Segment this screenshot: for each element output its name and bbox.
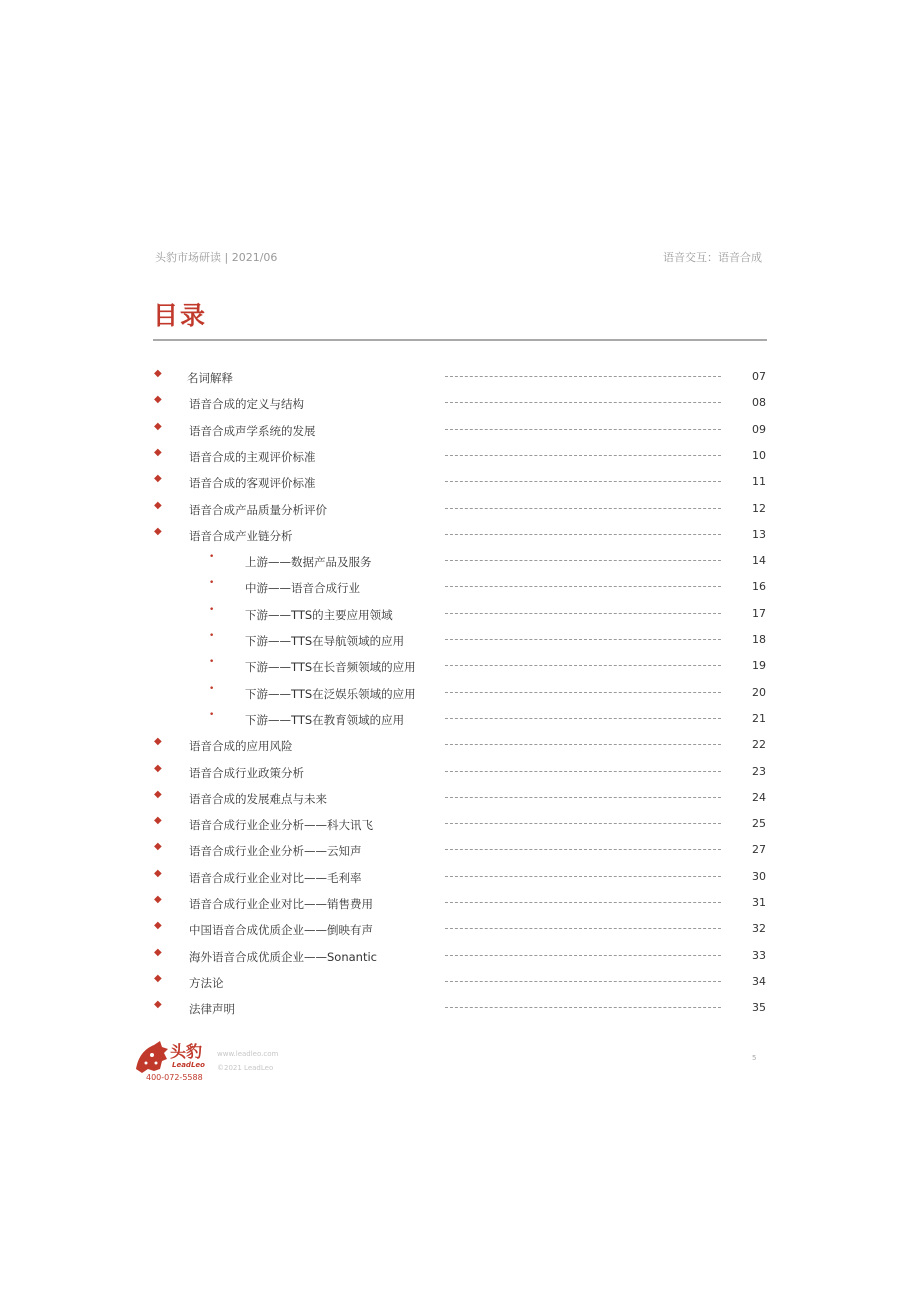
toc-entry[interactable]	[0, 864, 920, 890]
toc-entry[interactable]	[0, 680, 920, 706]
diamond-bullet-icon: ◆	[154, 815, 162, 827]
toc-entry-label: 语音合成行业企业对比——销售费用	[189, 897, 373, 911]
toc-entry-label: 语音合成行业企业分析——科大讯飞	[189, 818, 373, 833]
dot-bullet-icon: •	[209, 657, 215, 668]
toc-entry-label: 下游——TTS的主要应用领域	[245, 607, 393, 622]
toc-dotted-leader	[445, 928, 721, 929]
toc-entry-page: 33	[752, 948, 766, 962]
toc-entry-label: 语音合成的定义与结构	[189, 397, 304, 412]
toc-entry-page: 11	[752, 475, 766, 489]
diamond-bullet-icon: ◆	[154, 788, 162, 800]
diamond-bullet-icon: ◆	[154, 867, 162, 879]
contact-phone: 400-072-5588	[146, 1073, 203, 1082]
toc-entry-page: 16	[752, 580, 766, 594]
diamond-bullet-icon: ◆	[154, 499, 162, 511]
toc-entry-label: 语音合成的应用风险	[189, 739, 293, 754]
toc-entry[interactable]	[0, 627, 920, 653]
toc-entry[interactable]	[0, 469, 920, 495]
dot-bullet-icon: •	[209, 709, 215, 720]
toc-entry-label: 下游——TTS在导航领域的应用	[245, 634, 405, 648]
toc-entry[interactable]	[0, 995, 920, 1021]
toc-entry-label: 下游——TTS在教育领域的应用	[245, 712, 405, 727]
toc-entry-page: 07	[752, 370, 766, 383]
toc-dotted-leader	[445, 876, 721, 877]
toc-entry-label: 语音合成行业政策分析	[189, 765, 304, 780]
toc-entry[interactable]	[0, 548, 920, 574]
toc-entry-page: 25	[752, 817, 766, 831]
toc-entry-page: 24	[752, 790, 766, 804]
toc-entry[interactable]	[0, 837, 920, 863]
toc-entry-page: 32	[752, 922, 766, 936]
toc-dotted-leader	[445, 508, 721, 509]
dot-bullet-icon: •	[209, 604, 215, 615]
page-number: 5	[752, 1054, 757, 1062]
toc-entry-page: 13	[752, 527, 766, 541]
toc-dotted-leader	[445, 1007, 721, 1008]
diamond-bullet-icon: ◆	[154, 946, 162, 958]
toc-entry-page: 21	[752, 711, 766, 725]
toc-entry-label: 语音合成行业企业分析——云知声	[189, 844, 362, 859]
toc-entry[interactable]	[0, 417, 920, 443]
toc-entry-label: 方法论	[189, 975, 224, 990]
toc-dotted-leader	[445, 560, 721, 561]
report-topic-label: 语音交互：语音合成	[663, 251, 762, 264]
diamond-bullet-icon: ◆	[154, 525, 162, 537]
toc-dotted-leader	[445, 692, 721, 693]
toc-entry-page: 23	[752, 764, 766, 778]
toc-dotted-leader	[445, 902, 721, 903]
toc-entry-label: 中国语音合成优质企业——倒映有声	[189, 923, 373, 938]
toc-entry-page: 22	[752, 738, 766, 752]
toc-dotted-leader	[445, 455, 721, 456]
toc-dotted-leader	[445, 849, 721, 850]
toc-entry[interactable]	[0, 916, 920, 942]
toc-dotted-leader	[445, 955, 721, 956]
toc-dotted-leader	[445, 744, 721, 745]
diamond-bullet-icon: ◆	[154, 841, 162, 853]
logo-wordmark-cn: 头豹	[170, 1042, 203, 1061]
toc-dotted-leader	[445, 665, 721, 666]
toc-entry-label: 语音合成的发展难点与未来	[189, 791, 327, 806]
toc-entry[interactable]	[0, 732, 920, 758]
diamond-bullet-icon: ◆	[154, 736, 162, 748]
toc-dotted-leader	[445, 797, 721, 798]
diamond-bullet-icon: ◆	[154, 420, 162, 432]
toc-entry-label: 语音合成的客观评价标准	[189, 476, 316, 491]
page-title: 目录	[153, 301, 208, 330]
toc-entry-page: 12	[752, 501, 766, 515]
toc-dotted-leader	[445, 481, 721, 482]
toc-entry-label: 语音合成声学系统的发展	[189, 423, 316, 438]
dot-bullet-icon: •	[209, 552, 215, 563]
report-series-label: 头豹市场研读 | 2021/06	[155, 251, 278, 264]
toc-entry-label: 上游——数据产品及服务	[245, 555, 372, 570]
toc-entry-page: 10	[752, 448, 766, 462]
toc-entry[interactable]	[0, 759, 920, 785]
toc-entry[interactable]	[0, 364, 920, 390]
toc-entry-label: 语音合成行业企业对比——毛利率	[189, 870, 362, 885]
toc-entry-label: 语音合成的主观评价标准	[189, 449, 316, 464]
toc-entry-page: 14	[752, 554, 766, 568]
toc-dotted-leader	[445, 823, 721, 824]
toc-entry[interactable]	[0, 601, 920, 627]
toc-entry[interactable]	[0, 522, 920, 548]
diamond-bullet-icon: ◆	[154, 894, 162, 905]
diamond-bullet-icon: ◆	[154, 368, 162, 379]
toc-entry-page: 30	[752, 869, 766, 883]
diamond-bullet-icon: ◆	[154, 446, 162, 458]
copyright-text: ©2021 LeadLeo	[217, 1064, 274, 1072]
diamond-bullet-icon: ◆	[154, 473, 162, 485]
website-link[interactable]: www.leadleo.com	[217, 1050, 279, 1058]
diamond-bullet-icon: ◆	[154, 972, 162, 984]
dot-bullet-icon: •	[209, 683, 215, 694]
toc-entry[interactable]	[0, 443, 920, 469]
toc-entry-label: 名词解释	[187, 371, 233, 385]
toc-entry-page: 19	[752, 659, 766, 673]
toc-dotted-leader	[445, 981, 721, 982]
dot-bullet-icon: •	[209, 578, 215, 589]
toc-entry[interactable]	[0, 785, 920, 811]
toc-entry-page: 34	[752, 974, 766, 988]
toc-entry-label: 海外语音合成优质企业——Sonantic	[189, 949, 377, 964]
toc-entry[interactable]	[0, 890, 920, 916]
toc-dotted-leader	[445, 771, 721, 772]
logo-wordmark-en: LeadLeo	[172, 1061, 205, 1069]
toc-dotted-leader	[445, 534, 721, 535]
toc-entry-label: 法律声明	[189, 1002, 235, 1017]
toc-entry[interactable]	[0, 574, 920, 600]
title-divider	[153, 339, 767, 341]
diamond-bullet-icon: ◆	[154, 762, 162, 774]
toc-entry-label: 中游——语音合成行业	[245, 581, 360, 596]
toc-entry-label: 下游——TTS在泛娱乐领域的应用	[245, 686, 416, 701]
toc-entry-page: 31	[752, 896, 766, 909]
toc-entry[interactable]	[0, 653, 920, 679]
toc-dotted-leader	[445, 718, 721, 719]
toc-entry[interactable]	[0, 811, 920, 837]
toc-entry-label: 语音合成产品质量分析评价	[189, 502, 327, 517]
diamond-bullet-icon: ◆	[154, 999, 162, 1011]
toc-dotted-leader	[445, 402, 721, 403]
toc-entry-page: 09	[752, 422, 766, 436]
toc-entry-page: 18	[752, 633, 766, 646]
toc-dotted-leader	[445, 613, 721, 614]
toc-entry[interactable]	[0, 943, 920, 969]
toc-entry-label: 语音合成产业链分析	[189, 528, 293, 543]
toc-dotted-leader	[445, 639, 721, 640]
toc-entry-page: 27	[752, 843, 766, 857]
toc-entry[interactable]	[0, 496, 920, 522]
toc-entry-page: 08	[752, 396, 766, 410]
toc-entry-page: 35	[752, 1001, 766, 1015]
toc-entry[interactable]	[0, 969, 920, 995]
diamond-bullet-icon: ◆	[154, 394, 162, 406]
toc-entry-page: 17	[752, 606, 766, 620]
toc-dotted-leader	[445, 429, 721, 430]
toc-entry[interactable]	[0, 390, 920, 416]
toc-entry-label: 下游——TTS在长音频领域的应用	[245, 660, 416, 675]
toc-dotted-leader	[445, 586, 721, 587]
toc-entry[interactable]	[0, 706, 920, 732]
toc-dotted-leader	[445, 376, 721, 377]
toc-entry-page: 20	[752, 685, 766, 699]
dot-bullet-icon: •	[209, 631, 215, 641]
diamond-bullet-icon: ◆	[154, 920, 162, 932]
